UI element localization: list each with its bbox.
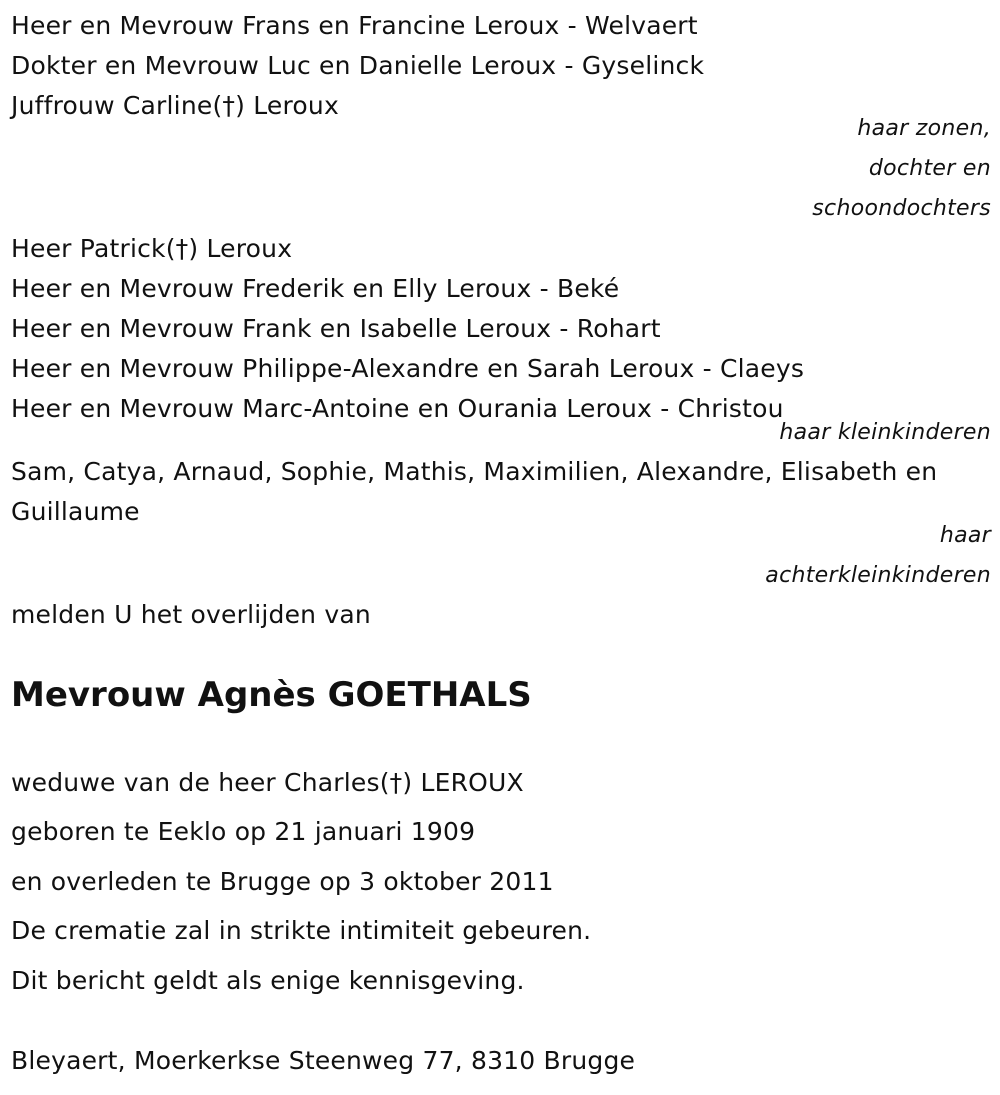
detail-line: weduwe van de heer Charles(†) LEROUX bbox=[11, 768, 524, 797]
detail-line: Dit bericht geldt als enige kennisgeving. bbox=[11, 966, 525, 995]
family-line: Guillaume bbox=[11, 497, 140, 526]
deceased-name: Mevrouw Agnès GOETHALS bbox=[11, 675, 532, 715]
family-line: Sam, Catya, Arnaud, Sophie, Mathis, Maximilien, Alexandre, Elisabeth en bbox=[11, 457, 938, 486]
detail-line: De crematie zal in strikte intimiteit gebeuren. bbox=[11, 916, 592, 945]
funeral-home-address: Bleyaert, Moerkerkse Steenweg 77, 8310 Brugge bbox=[11, 1046, 636, 1075]
family-line: Dokter en Mevrouw Luc en Danielle Leroux - Gyselinck bbox=[11, 51, 705, 80]
detail-line: en overleden te Brugge op 3 oktober 2011 bbox=[11, 867, 554, 896]
relationship-label: achterkleinkinderen bbox=[765, 563, 991, 588]
family-line: Juffrouw Carline(†) Leroux bbox=[11, 91, 339, 120]
family-line: Heer en Mevrouw Marc-Antoine en Ourania Leroux - Christou bbox=[11, 394, 784, 423]
relationship-label: haar kleinkinderen bbox=[779, 420, 991, 445]
detail-line: geboren te Eeklo op 21 januari 1909 bbox=[11, 817, 476, 846]
family-line: Heer en Mevrouw Frederik en Elly Leroux - Beké bbox=[11, 274, 620, 303]
relationship-label: haar zonen, bbox=[857, 116, 991, 141]
family-line: Heer Patrick(†) Leroux bbox=[11, 234, 293, 263]
relationship-label: dochter en bbox=[868, 156, 991, 181]
relationship-label: schoondochters bbox=[812, 196, 991, 221]
relationship-label: haar bbox=[939, 523, 991, 548]
family-line: Heer en Mevrouw Philippe-Alexandre en Sarah Leroux - Claeys bbox=[11, 354, 805, 383]
announcement-text: melden U het overlijden van bbox=[11, 600, 371, 629]
family-line: Heer en Mevrouw Frank en Isabelle Leroux - Rohart bbox=[11, 314, 661, 343]
family-line: Heer en Mevrouw Frans en Francine Leroux - Welvaert bbox=[11, 11, 698, 40]
